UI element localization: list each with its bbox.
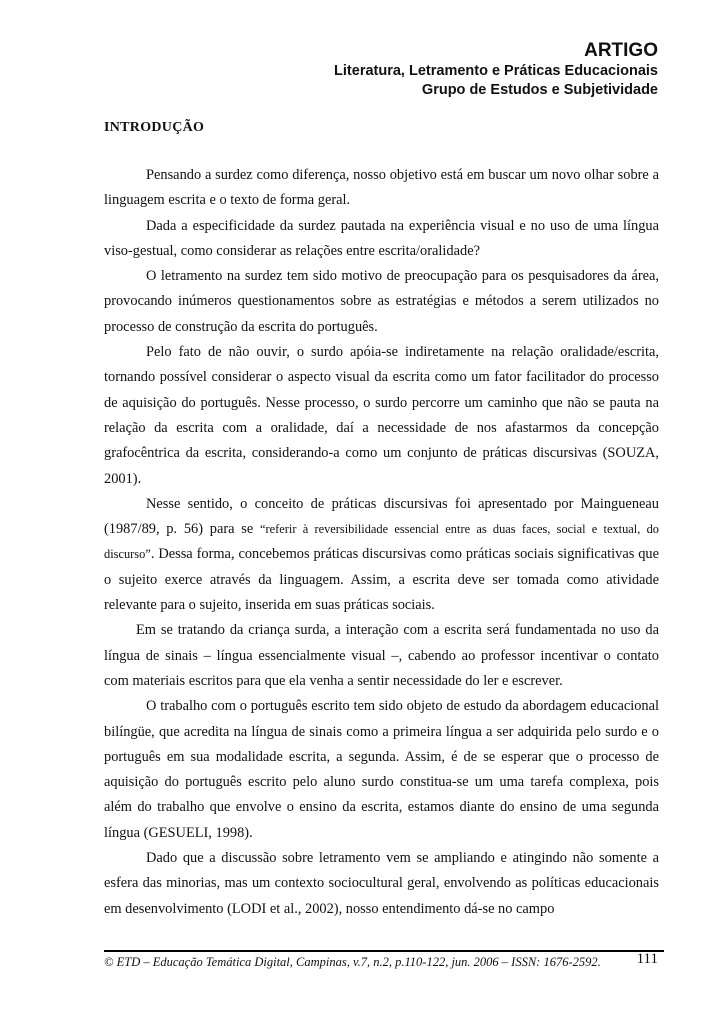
paragraph: Pensando a surdez como diferença, nosso objetivo está em buscar um novo olhar sobre a linguagem escrita e o texto de forma geral. [104,167,659,209]
research-group-name: Grupo de Estudos e Subjetividade [421,82,658,98]
footer-citation: © ETD – Educação Temática Digital, Campinas, v.7, n.2, p.110-122, jun. 2006 – ISSN: 1676-2592. [104,955,601,969]
page-header [334,40,658,100]
section-heading: INTRODUÇÃO [104,120,205,135]
paragraph [104,492,659,618]
paragraph: Pelo fato de não ouvir, o surdo apóia-se indiretamente na relação oralidade/escrita, tornando possível considerar o aspecto visual da escrita como um fator facilitador do processo de aquisição do português. Nesse processo, o surdo percorre um caminho que não se pauta na relação da escrita com a oralidade, daí a necessidade de nos afastarmos da concepção grafocêntrica da escrita, considerando-a como um conjunto de práticas discursivas (SOUZA, 2001). [104,344,659,487]
paragraph: O letramento na surdez tem sido motivo de preocupação para os pesquisadores da área, provocando inúmeros questionamentos sobre as estratégias e métodos a serem utilizados no processo de construção da escrita do português. [104,268,659,335]
article-body [104,163,659,922]
page-number: 111 [636,951,658,967]
paragraph: Dada a especificidade da surdez pautada na experiência visual e no uso de uma língua viso-gestual, como considerar as relações entre escrita/oralidade? [104,217,659,259]
paragraph-text: Nesse sentido, o conceito de práticas discursivas foi apresentado por Maingueneau (1987/89, p. 56) para se [104,495,659,538]
paragraph: O trabalho com o português escrito tem sido objeto de estudo da abordagem educacional bilíngüe, que acredita na língua de sinais como a primeira língua a ser adquirida pelo surdo e o português em sua modalidade escrita, a segunda. Assim, é de se esperar que o processo de aquisição do português escrito pelo aluno surdo constitua-se um uma tarefa complexa, pois além do trabalho que envolve o ensino da escrita, estamos diante do ensino de uma segunda língua (GESUELI, 1998). [104,698,659,841]
footer-divider [104,950,664,952]
paragraph: Dado que a discussão sobre letramento vem se ampliando e atingindo não somente a esfera das minorias, mas um contexto sociocultural geral, envolvendo as políticas educacionais em desenvolvimento (LODI et al., 2002), nosso entendimento dá-se no campo [104,850,659,917]
paragraph: Em se tratando da criança surda, a interação com a escrita será fundamentada no uso da língua de sinais – língua essencialmente visual –, cabendo ao professor incentivar o contato com materiais escritos para que ela venha a sentir necessidade do ler e escrever. [104,622,659,689]
inline-quotation: “referir à reversibilidade essencial entre as duas faces, social e textual, do discurso” [104,522,659,562]
article-type-label: ARTIGO [584,40,658,61]
journal-section-title: Literatura, Letramento e Práticas Educacionais [334,63,658,79]
paragraph-text: . Dessa forma, concebemos práticas discursivas como práticas sociais significativas que o sujeito exerce através da linguagem. Assim, a escrita deve ser tomada como atividade relevante para o sujeito, inserida em suas práticas sociais. [104,546,659,614]
